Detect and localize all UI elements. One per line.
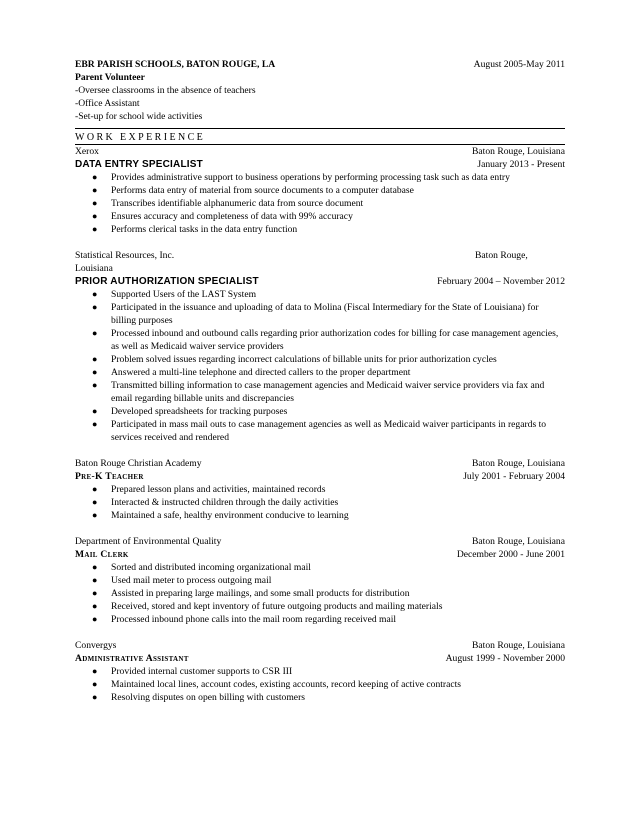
bullet-icon: ● xyxy=(92,562,98,572)
bullet-icon: ● xyxy=(92,380,98,390)
list-item: ● Maintained local lines, account codes, existing accounts, record keeping of active contracts xyxy=(92,679,462,690)
list-item: ● Sorted and distributed incoming organizational mail xyxy=(92,562,311,573)
bullet-icon: ● xyxy=(92,692,98,702)
list-item: ● Transcribes identifiable alphanumeric data from source document xyxy=(92,198,364,209)
volunteer-line: -Office Assistant xyxy=(75,98,140,109)
bullet-icon: ● xyxy=(92,211,98,221)
job-location-continued: Louisiana xyxy=(75,263,113,274)
resume-page xyxy=(75,58,565,704)
job-entry-christian-academy xyxy=(75,457,565,522)
list-item: ● Performs data entry of material from source documents to a computer database xyxy=(92,185,414,196)
volunteer-org: EBR PARISH SCHOOLS, BATON ROUGE, LA xyxy=(75,59,276,70)
bullet-icon: ● xyxy=(92,185,98,195)
bullet-icon: ● xyxy=(92,419,98,429)
bullet-icon: ● xyxy=(92,484,98,494)
section-divider xyxy=(75,128,565,129)
list-item: ● Participated in the issuance and uploading of data to Molina (Fiscal Intermediary for the State of Louisiana) for billing purposes xyxy=(92,302,539,326)
list-item: ● Resolving disputes on open billing with customers xyxy=(92,692,305,703)
job-dates: January 2013 - Present xyxy=(477,159,565,170)
bullet-icon: ● xyxy=(92,302,98,312)
job-entry-deq xyxy=(75,535,565,626)
job-title: PRIOR AUTHORIZATION SPECIALIST xyxy=(75,276,259,287)
job-dates: July 2001 - February 2004 xyxy=(463,471,565,482)
job-entry-xerox xyxy=(75,145,565,236)
bullet-icon: ● xyxy=(92,575,98,585)
volunteer-line: -Set-up for school wide activities xyxy=(75,111,203,122)
job-location: Baton Rouge, xyxy=(475,250,528,261)
job-location: Baton Rouge, Louisiana xyxy=(472,458,565,469)
volunteer-line: -Oversee classrooms in the absence of teachers xyxy=(75,85,256,96)
job-dates: February 2004 – November 2012 xyxy=(437,276,565,287)
job-employer: Xerox xyxy=(75,146,99,157)
job-bullets xyxy=(75,561,565,626)
volunteer-header xyxy=(75,58,565,71)
job-bullets xyxy=(75,171,565,236)
list-item: ● Participated in mass mail outs to case management agencies as well as Medicaid waiver participants in regards to services received and rendered xyxy=(92,419,547,443)
job-bullets xyxy=(75,665,565,704)
list-item: ● Used mail meter to process outgoing mail xyxy=(92,575,272,586)
list-item: ● Prepared lesson plans and activities, maintained records xyxy=(92,484,326,495)
job-dates: August 1999 - November 2000 xyxy=(445,653,565,664)
volunteer-role: Parent Volunteer xyxy=(75,72,145,83)
job-location: Baton Rouge, Louisiana xyxy=(472,640,565,651)
job-employer: Department of Environmental Quality xyxy=(75,536,222,547)
bullet-icon: ● xyxy=(92,328,98,338)
list-item: ● Transmitted billing information to case management agencies and Medicaid waiver service providers via fax and email regarding billable units and discrepancies xyxy=(92,380,545,404)
job-title: Administrative Assistant xyxy=(75,653,189,664)
bullet-icon: ● xyxy=(92,406,98,416)
volunteer-dates: August 2005-May 2011 xyxy=(473,59,565,70)
bullet-icon: ● xyxy=(92,198,98,208)
bullet-icon: ● xyxy=(92,354,98,364)
list-item: ● Processed inbound phone calls into the mail room regarding received mail xyxy=(92,614,397,625)
job-bullets xyxy=(75,288,565,444)
section-title-work-experience: WORK EXPERIENCE xyxy=(75,132,206,143)
bullet-icon: ● xyxy=(92,289,98,299)
job-dates: December 2000 - June 2001 xyxy=(456,549,565,560)
job-employer: Baton Rouge Christian Academy xyxy=(75,458,202,469)
list-item: ● Answered a multi-line telephone and directed callers to the proper department xyxy=(92,367,411,378)
bullet-icon: ● xyxy=(92,679,98,689)
bullet-icon: ● xyxy=(92,224,98,234)
job-location: Baton Rouge, Louisiana xyxy=(472,146,565,157)
job-entry-convergys xyxy=(75,639,565,704)
bullet-icon: ● xyxy=(92,666,98,676)
bullet-icon: ● xyxy=(92,497,98,507)
job-title: DATA ENTRY SPECIALIST xyxy=(75,159,203,170)
job-employer: Statistical Resources, Inc. xyxy=(75,250,175,261)
bullet-icon: ● xyxy=(92,601,98,611)
list-item: ● Processed inbound and outbound calls regarding prior authorization codes for billing for case management agencies, as well as Medicaid waiver service providers xyxy=(92,328,559,352)
list-item: ● Ensures accuracy and completeness of data with 99% accuracy xyxy=(92,211,353,222)
list-item: ● Provided internal customer supports to CSR III xyxy=(92,666,293,677)
list-item: ● Performs clerical tasks in the data entry function xyxy=(92,224,298,235)
list-item: ● Maintained a safe, healthy environment conducive to learning xyxy=(92,510,349,521)
list-item: ● Developed spreadsheets for tracking purposes xyxy=(92,406,288,417)
bullet-icon: ● xyxy=(92,588,98,598)
job-bullets xyxy=(75,483,565,522)
bullet-icon: ● xyxy=(92,172,98,182)
list-item: ● Received, stored and kept inventory of future outgoing products and mailing materials xyxy=(92,601,443,612)
list-item: ● Provides administrative support to business operations by performing processing task such as data entry xyxy=(92,172,510,183)
bullet-icon: ● xyxy=(92,367,98,377)
job-employer: Convergys xyxy=(75,640,117,651)
bullet-icon: ● xyxy=(92,614,98,624)
job-title: Pre-K Teacher xyxy=(75,471,144,482)
list-item: ● Interacted & instructed children through the daily activities xyxy=(92,497,339,508)
list-item: ● Assisted in preparing large mailings, and some small products for distribution xyxy=(92,588,410,599)
bullet-icon: ● xyxy=(92,510,98,520)
list-item: ● Supported Users of the LAST System xyxy=(92,289,257,300)
job-location: Baton Rouge, Louisiana xyxy=(472,536,565,547)
job-title: Mail Clerk xyxy=(75,549,129,560)
job-entry-statistical-resources xyxy=(75,249,565,444)
list-item: ● Problem solved issues regarding incorrect calculations of billable units for prior authorization cycles xyxy=(92,354,497,365)
